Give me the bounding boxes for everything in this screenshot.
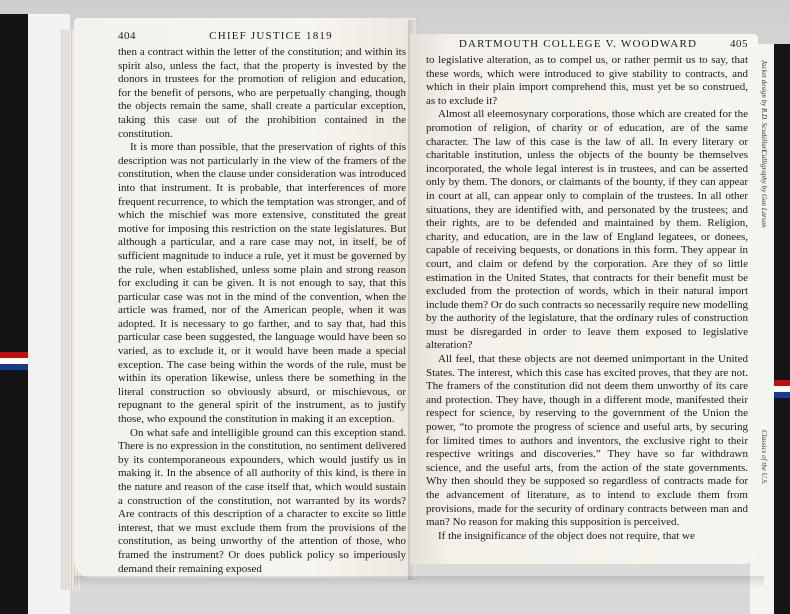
right-paragraph: All feel, that these objects are not deemed unimportant in the United States. The interest, which this case has excited proves, that they are not. The framers of the constitution did not deem them unworthy of its care and protection. They have, though in a different mode, manifested their respect for science, by reserving to the government of the Union the power, “to promote the progress of science and useful arts, by securing for limited times to authors and inventors, the exclusive right to their respective writings and discoveries.” They have so far withdrawn science, and the useful arts, from the action of the state governments. Why then should they be supposed so regardless of contracts made for the advancement of literature, as to intend to exclude them from provisions, made for the security of ordinary contracts between man and man? No reason for making this supposition is perceived. bbox=[426, 353, 748, 529]
left-spine bbox=[0, 14, 28, 614]
right-body-text bbox=[426, 54, 748, 543]
right-page bbox=[410, 34, 758, 564]
spine-credit-calligraphy: Calligraphy by Gun Larson bbox=[760, 150, 768, 228]
left-page bbox=[74, 18, 416, 578]
right-page-number: 405 bbox=[730, 38, 748, 50]
book-shadow bbox=[74, 576, 764, 588]
left-running-head bbox=[118, 30, 406, 42]
spine-series-title: Classics of the U.S. bbox=[760, 430, 768, 485]
left-body-text bbox=[118, 46, 406, 576]
left-paragraph: It is more than possible, that the preservation of rights of this description was not particularly in the view of the framers of the constitution, when the clause under consideration was introduced into that instrument. It is probable, that interferences of more frequent recurrence, to which the temptation was stronger, and of which the mischief was more extensive, constituted the great motive for imposing this restriction on the state legislatures. But although a particular, and a rare case may not, in itself, be of sufficient magnitude to induce a rule, yet it must be governed by the rule, when established, unless some plain and strong reason for excluding it can be given. It is not enough to say, that this particular case was not in the mind of the convention, when the article was framed, nor of the American people, when it was adopted. It is necessary to go farther, and to say that, had this particular case been suggested, the language would have been so varied, as to exclude it, or it would have been made a special exception. The case being within the words of the rule, must be within its operation likewise, unless there be something in the literal construction so obviously absurd, or mischievous, or repugnant to the general spirit of the instrument, as to justify those, who expound the constitution in making it an exception. bbox=[118, 141, 406, 426]
right-spine bbox=[774, 44, 790, 614]
left-page-number: 404 bbox=[118, 30, 136, 42]
right-spine-flag-stripe bbox=[774, 380, 790, 398]
right-running-title: DARTMOUTH COLLEGE V. WOODWARD bbox=[458, 38, 698, 50]
right-running-head bbox=[426, 38, 748, 50]
right-paragraph: Almost all eleemosynary corporations, those which are created for the promotion of religion, of charity or of education, are of the same character. The law of this case is the law of all. In every literary or charitable institution, unless the objects of the bounty be themselves incorporated, the whole legal interest is in trustees, and can be asserted only by them. The donors, or claimants of the bounty, if they can appear in court at all, can appear only to complain of the trustees. In all other situations, they are identified with, and personated by the trustees; and their rights, are to be defended and maintained by them. Religion, charity, and education, are in the law of England legatees, or donees, capable of receiving bequests, or donations in this form. They appear in court, and claim or defend by the corporation. Are they of so little estimation in the United States, that contracts for their benefit must be excluded from the protection of words, which in their natural import include them? Or do such contracts so necessarily require new modelling by the authority of the legislature, that the ordinary rules of construction must be disregarded in order to leave them exposed to legislative alteration? bbox=[426, 108, 748, 352]
left-spine-flag-stripe bbox=[0, 352, 28, 370]
left-paragraph: then a contract within the letter of the constitution; and within its spirit also, unless the fact, that the property is invested by the donors in trustees for the promotion of religion and education, for the benefit of persons, who are perpetually changing, though the objects remain the same, shall create a particular exception, taking this case out of the prohibition contained in the constitution. bbox=[118, 46, 406, 140]
right-paragraph: If the insignificance of the object does not require, that we bbox=[438, 529, 695, 542]
right-paragraph: to legislative alteration, as to compel us, or rather permit us to say, that these words, which were introduced to give stability to contracts, and which in their plain import comprehend this, must yet be so construed, as to exclude it? bbox=[426, 54, 748, 107]
left-paragraph: On what safe and intelligible ground can this exception stand. There is no expression in the constitution, no sentiment delivered by its contemporaneous expounders, which would justify us in making it. In the absence of all authority of this kind, is there in the nature and reason of the case itself that, which would sustain a construction of the constitution, not warranted by its words? Are contracts of this description of a character to excite so little interest, that we must exclude them from the provisions of the constitution, as being unworthy of the attention of those, who framed the instrument? Or does publick policy so imperiously demand their remaining exposed bbox=[118, 426, 406, 575]
spine-credit-design: Jacket design by R.D. Scudellari bbox=[760, 60, 768, 152]
left-running-title: CHIEF JUSTICE 1819 bbox=[209, 30, 333, 42]
